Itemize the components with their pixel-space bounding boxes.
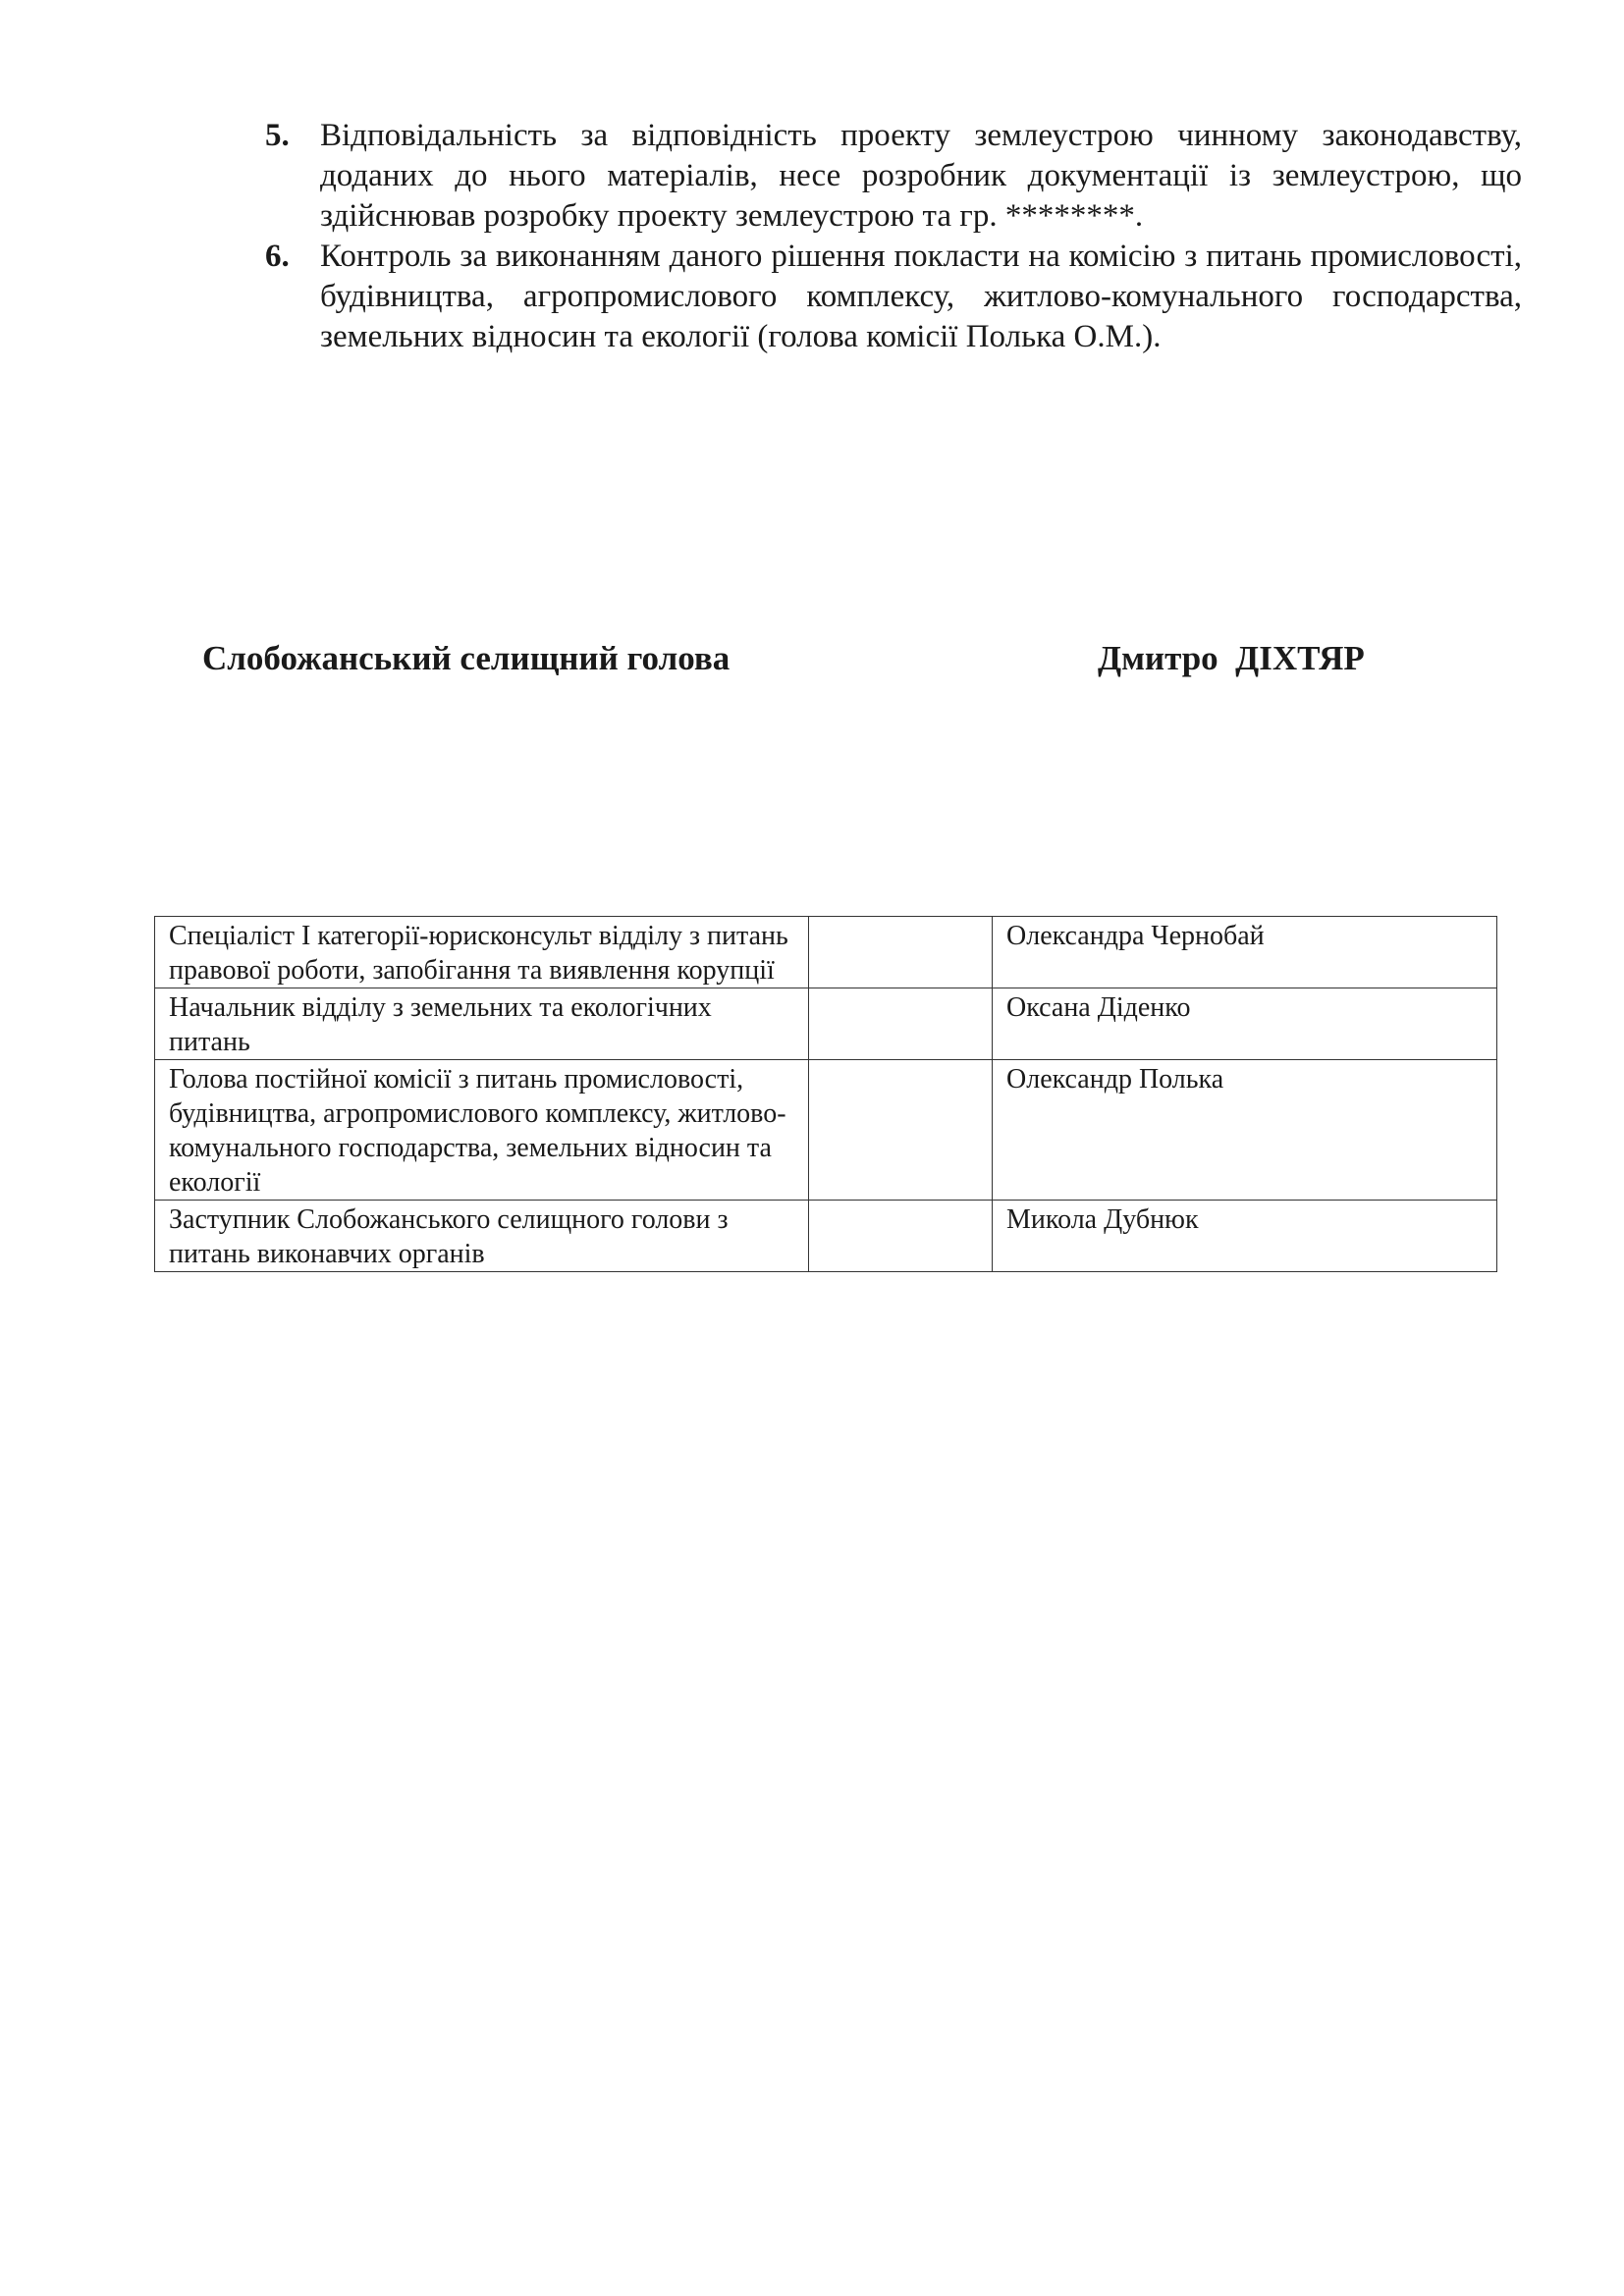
clause-number: 6. — [265, 239, 290, 274]
name-cell: Олександр Полька — [993, 1060, 1497, 1201]
table-row — [155, 1201, 1497, 1272]
clause-5 — [265, 116, 1522, 237]
approvals-table — [154, 916, 1497, 1272]
table-row — [155, 1060, 1497, 1201]
signature-cell — [809, 1201, 993, 1272]
clause-text: Відповідальність за відповідність проекту землеустрою чинному законодавству, доданих до нього матеріалів, несе розробник документації із землеустрою, що здійснював розробку проекту землеустрою та гр. ********. — [320, 118, 1522, 234]
position-cell: Спеціаліст І категорії-юрисконсульт відділу з питань правової роботи, запобігання та виявлення корупції — [155, 917, 809, 988]
clause-6 — [265, 237, 1522, 357]
signature-cell — [809, 988, 993, 1060]
position-cell: Начальник відділу з земельних та екологічних питань — [155, 988, 809, 1060]
name-cell: Олександра Чернобай — [993, 917, 1497, 988]
signature-title: Слобожанський селищний голова — [202, 639, 731, 677]
decision-clauses-list — [265, 116, 1522, 357]
table-row — [155, 917, 1497, 988]
position-cell: Заступник Слобожанського селищного голови з питань виконавчих органів — [155, 1201, 809, 1272]
clause-number: 5. — [265, 118, 290, 153]
name-cell: Оксана Діденко — [993, 988, 1497, 1060]
signature-name: Дмитро ДІХТЯР — [1098, 639, 1365, 677]
signature-cell — [809, 917, 993, 988]
table-row — [155, 988, 1497, 1060]
signature-cell — [809, 1060, 993, 1201]
name-cell: Микола Дубнюк — [993, 1201, 1497, 1272]
position-cell: Голова постійної комісії з питань промисловості, будівництва, агропромислового комплексу, житлово-комунального господарства, земельних відносин та екології — [155, 1060, 809, 1201]
clause-text: Контроль за виконанням даного рішення покласти на комісію з питань промисловості, будівництва, агропромислового комплексу, житлово-комунального господарства, земельних відносин та екології (голова комісії Полька О.М.). — [320, 239, 1522, 354]
